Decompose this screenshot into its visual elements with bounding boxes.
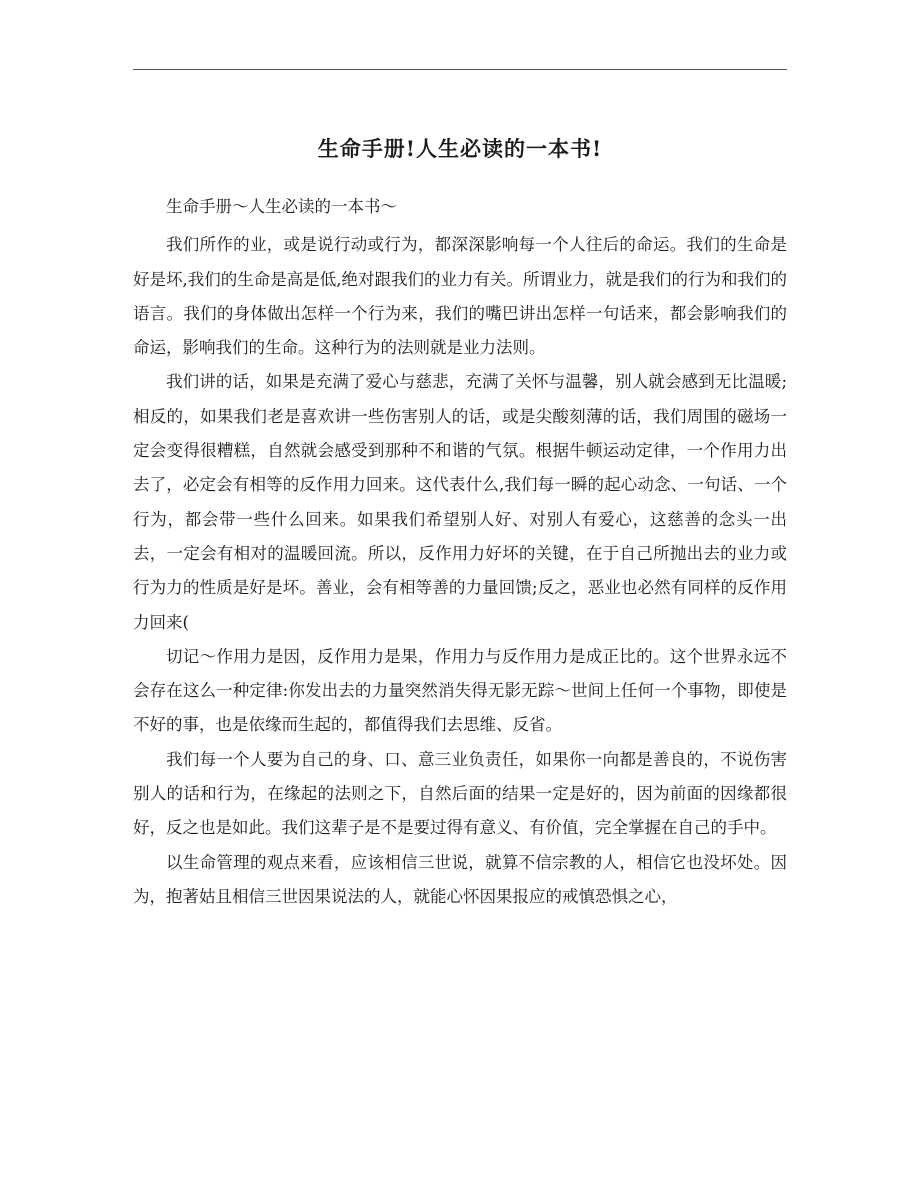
document-title: 生命手册!人生必读的一本书!: [317, 136, 603, 161]
body-paragraph-reaction: 切记～作用力是因，反作用力是果，作用力与反作用力是成正比的。这个世界永远不会存在这么一种定律:你发出去的力量突然消失得无影无踪～世间上任何一个事物，即使是不好的事，也是依缘而生起的，都值得我们去思维、反省。: [133, 646, 787, 735]
body-paragraph-three-lives: 以生命管理的观点来看，应该相信三世说，就算不信宗教的人，相信它也没坏处。因为，抱著姑且相信三世因果说法的人，就能心怀因果报应的戒慎恐惧之心，: [133, 852, 787, 906]
body-paragraph-karma: 我们所作的业，或是说行动或行为，都深深影响每一个人往后的命运。我们的生命是好是坏,我们的生命是高是低,绝对跟我们的业力有关。所谓业力，就是我们的行为和我们的语言。我们的身体做出怎样一个行为来，我们的嘴巴讲出怎样一句话来，都会影响我们的命运，影响我们的生命。这种行为的法则就是业力法则。: [133, 235, 787, 358]
subtitle-paragraph: 生命手册～人生必读的一本书～: [166, 197, 397, 216]
body-paragraph-responsibility: 我们每一个人要为自己的身、口、意三业负责任，如果你一向都是善良的，不说伤害别人的话和行为，在缘起的法则之下，自然后面的结果一定是好的，因为前面的因缘都很好，反之也是如此。我们这辈子是不是要过得有意义、有价值，完全掌握在自己的手中。: [133, 749, 787, 838]
document-body: [133, 190, 787, 914]
header-rule: [133, 69, 787, 70]
body-paragraph-speech: 我们讲的话，如果是充满了爱心与慈悲，充满了关怀与温馨，别人就会感到无比温暖;相反的，如果我们老是喜欢讲一些伤害别人的话，或是尖酸刻薄的话，我们周围的磁场一定会变得很糟糕，自然就会感受到那种不和谐的气氛。根据牛顿运动定律，一个作用力出去了，必定会有相等的反作用力回来。这代表什么,我们每一瞬的起心动念、一句话、一个行为，都会带一些什么回来。如果我们希望别人好、对别人有爱心，这慈善的念头一出去，一定会有相对的温暖回流。所以，反作用力好坏的关键，在于自己所抛出去的业力或行为力的性质是好是坏。善业，会有相等善的力量回馈;反之，恶业也必然有同样的反作用力回来(: [133, 372, 787, 632]
